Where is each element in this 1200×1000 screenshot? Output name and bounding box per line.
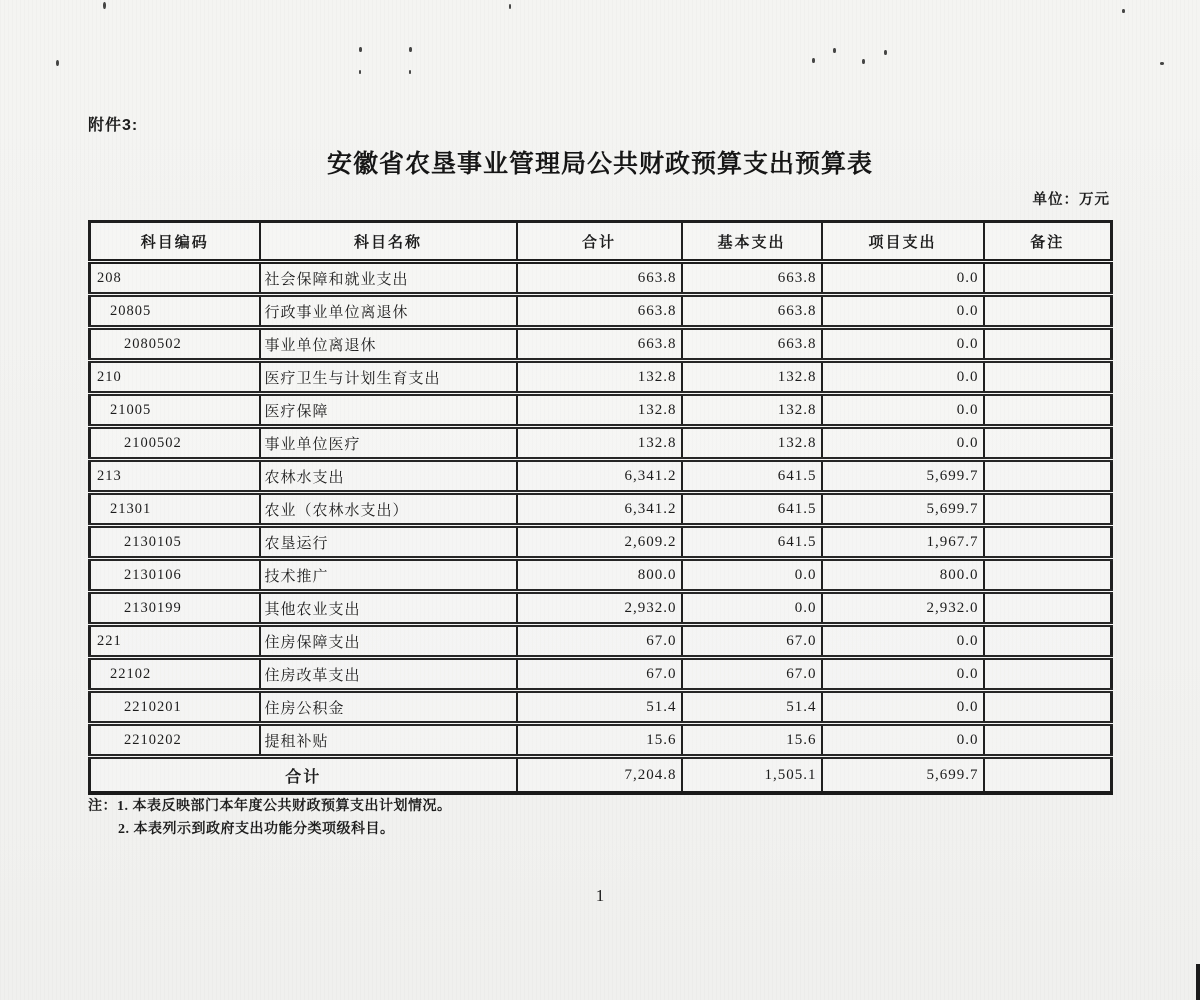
project-value: 0.0 [822,427,984,460]
column-header-total: 合计 [517,222,682,262]
basic-value: 132.8 [682,361,822,394]
subject-code: 2130199 [124,599,182,616]
basic-value: 663.8 [682,262,822,295]
subject-code: 210 [97,368,122,385]
subject-name: 其他农业支出 [260,592,517,625]
basic-value: 67.0 [682,625,822,658]
project-value: 5,699.7 [822,460,984,493]
table-row [90,262,1112,295]
note-line-2 [88,818,452,841]
table-row [90,526,1112,559]
subject-code: 21301 [110,500,152,517]
subject-name: 医疗保障 [260,394,517,427]
total-value: 6,341.2 [517,493,682,526]
table-row [90,724,1112,757]
scan-speck [862,59,865,64]
subject-name: 农业（农林水支出） [260,493,517,526]
subject-code: 2210201 [124,698,182,715]
unit-label: 单位：万元 [1032,192,1110,208]
subject-code: 2130105 [124,533,182,550]
table-total-row [90,757,1112,794]
total-value: 2,932.0 [517,592,682,625]
scan-speck [833,48,836,53]
subject-name: 医疗卫生与计划生育支出 [260,361,517,394]
subject-code: 21005 [110,401,152,418]
scan-edge-artifact [1196,964,1200,1000]
basic-value: 663.8 [682,295,822,328]
table-row [90,460,1112,493]
scan-speck [409,70,411,74]
project-value: 2,932.0 [822,592,984,625]
table-row [90,625,1112,658]
subject-name: 社会保障和就业支出 [260,262,517,295]
subject-code: 213 [97,467,122,484]
total-value: 132.8 [517,361,682,394]
basic-value: 132.8 [682,427,822,460]
basic-value: 67.0 [682,658,822,691]
subject-code: 2130106 [124,566,182,583]
project-value: 0.0 [822,625,984,658]
project-value: 800.0 [822,559,984,592]
table-notes [88,795,452,841]
total-label: 合计 [90,757,517,794]
remark-cell [984,592,1112,625]
table-row [90,592,1112,625]
scan-speck [509,4,511,9]
subject-code: 22102 [110,665,152,682]
project-value: 0.0 [822,262,984,295]
project-value: 0.0 [822,394,984,427]
total-value: 663.8 [517,328,682,361]
remark-cell [984,625,1112,658]
note-line-1 [88,795,452,818]
subject-name: 行政事业单位离退休 [260,295,517,328]
column-header-remark: 备注 [984,222,1112,262]
scan-speck [1160,62,1164,65]
project-value: 5,699.7 [822,493,984,526]
subject-name: 农垦运行 [260,526,517,559]
remark-cell [984,328,1112,361]
page-number: 1 [595,886,605,905]
total-remark-cell [984,757,1112,794]
subject-code: 2080502 [124,335,182,352]
basic-value: 0.0 [682,592,822,625]
scan-speck [103,2,106,9]
project-value: 0.0 [822,691,984,724]
total-value: 67.0 [517,658,682,691]
subject-name: 住房改革支出 [260,658,517,691]
remark-cell [984,460,1112,493]
subject-name: 技术推广 [260,559,517,592]
scan-speck [1122,9,1125,13]
total-value: 51.4 [517,691,682,724]
basic-value: 0.0 [682,559,822,592]
remark-cell [984,724,1112,757]
total-value: 800.0 [517,559,682,592]
remark-cell [984,526,1112,559]
total-value: 2,609.2 [517,526,682,559]
remark-cell [984,394,1112,427]
project-value: 0.0 [822,328,984,361]
table-row [90,295,1112,328]
table-row [90,361,1112,394]
project-value: 0.0 [822,361,984,394]
remark-cell [984,691,1112,724]
column-header-project: 项目支出 [822,222,984,262]
basic-value: 663.8 [682,328,822,361]
remark-cell [984,361,1112,394]
scan-speck [359,47,362,52]
total-value: 15.6 [517,724,682,757]
subject-code: 20805 [110,302,152,319]
remark-cell [984,658,1112,691]
total-value: 67.0 [517,625,682,658]
subject-code: 2210202 [124,731,182,748]
note-text-1: 1. 本表反映部门本年度公共财政预算支出计划情况。 [117,799,452,814]
basic-value: 15.6 [682,724,822,757]
table-row [90,394,1112,427]
table-row [90,691,1112,724]
notes-prefix: 注： [88,799,117,814]
scan-speck [884,50,887,55]
basic-value: 641.5 [682,460,822,493]
subject-name: 提租补贴 [260,724,517,757]
basic-value: 641.5 [682,526,822,559]
subject-code: 221 [97,632,122,649]
total-total-value: 7,204.8 [517,757,682,794]
table-row [90,559,1112,592]
column-header-subject-name: 科目名称 [260,222,517,262]
subject-name: 住房保障支出 [260,625,517,658]
column-header-subject-code: 科目编码 [90,222,260,262]
table-row [90,658,1112,691]
remark-cell [984,427,1112,460]
scan-speck [812,58,815,63]
total-value: 132.8 [517,427,682,460]
basic-value: 51.4 [682,691,822,724]
subject-name: 事业单位离退休 [260,328,517,361]
remark-cell [984,559,1112,592]
subject-code: 2100502 [124,434,182,451]
remark-cell [984,262,1112,295]
project-value: 0.0 [822,658,984,691]
remark-cell [984,493,1112,526]
table-header-row [90,222,1112,262]
project-value: 1,967.7 [822,526,984,559]
column-header-basic: 基本支出 [682,222,822,262]
table-row [90,328,1112,361]
attachment-label: 附件3: [88,117,139,134]
total-value: 6,341.2 [517,460,682,493]
subject-name: 农林水支出 [260,460,517,493]
scan-speck [409,47,412,52]
note-text-2: 2. 本表列示到政府支出功能分类项级科目。 [118,822,395,837]
scan-speck [56,60,59,66]
budget-table [88,220,1113,795]
total-value: 132.8 [517,394,682,427]
page-title: 安徽省农垦事业管理局公共财政预算支出预算表 [326,150,873,178]
table-row [90,493,1112,526]
basic-value: 132.8 [682,394,822,427]
total-project-value: 5,699.7 [822,757,984,794]
subject-name: 事业单位医疗 [260,427,517,460]
table-row [90,427,1112,460]
subject-name: 住房公积金 [260,691,517,724]
scan-speck [359,70,361,74]
total-value: 663.8 [517,262,682,295]
total-value: 663.8 [517,295,682,328]
total-basic-value: 1,505.1 [682,757,822,794]
remark-cell [984,295,1112,328]
basic-value: 641.5 [682,493,822,526]
project-value: 0.0 [822,295,984,328]
subject-code: 208 [97,269,122,286]
project-value: 0.0 [822,724,984,757]
